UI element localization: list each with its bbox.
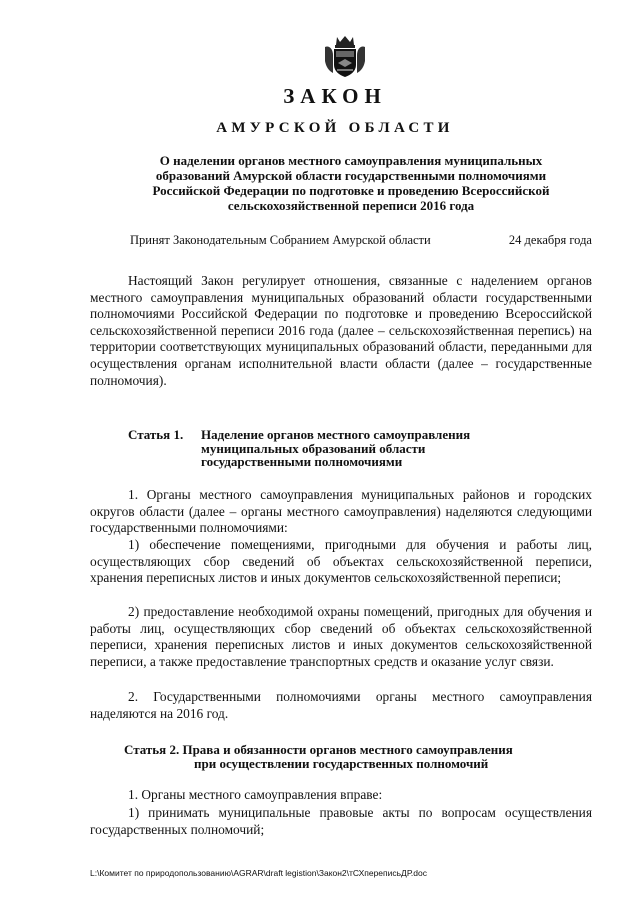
article1-title-line: государственными полномочиями bbox=[201, 454, 403, 469]
coat-of-arms-icon bbox=[323, 33, 367, 79]
article1-clause-1: 1. Органы местного самоуправления муниципальных районов и городских округов области (далее – органы местного самоуправления) наделяются следующими государственными полномочиями: bbox=[90, 487, 592, 536]
file-path-footer: L:\Комитет по природопользованию\AGRAR\draft legistion\Закон2\тСХпереписьДР.doc bbox=[90, 868, 427, 878]
article2-heading bbox=[124, 743, 513, 770]
article1-clause-1-item-2: 2) предоставление необходимой охраны помещений, пригодных для обучения и работы лиц, осуществляющих сбор сведений об объектах сельскохозяйственной переписи, хранения переписных листов и иных документов сельскохозяйственной переписи, а также предоставление транспортных средств и оказание услуг связи. bbox=[90, 604, 592, 669]
article2-clause-1: 1. Органы местного самоуправления вправе: bbox=[128, 787, 383, 802]
article1-clause-1-item-1: 1) обеспечение помещениями, пригодными для обучения и работы лиц, осуществляющих сбор сведений об объектах сельскохозяйственной переписи, хранения переписных листов и иных документов сельскохозяйственной переписи; bbox=[90, 537, 592, 586]
article1-title-line: Наделение органов местного самоуправления bbox=[201, 427, 471, 442]
adoption-date: 24 декабря года bbox=[508, 233, 592, 247]
article1-clause-2: 2. Государственными полномочиями органы местного самоуправления наделяются на 2016 год. bbox=[90, 689, 592, 721]
preamble-paragraph: Настоящий Закон регулирует отношения, связанные с наделением органов местного самоуправления муниципальных образований области государственными полномочиями Российской Федерации по подготовке и проведению Всероссийской сельскохозяйственной переписи 2016 года (далее – сельскохозяйственная перепись) на территории соответствующих муниципальных образований области, переданными для осуществления органам исполнительной власти области (далее – государственные полномочия). bbox=[90, 273, 592, 388]
region-name: АМУРСКОЙ ОБЛАСТИ bbox=[216, 120, 454, 136]
article2-title-line: при осуществлении государственных полномочий bbox=[194, 755, 489, 771]
law-name-line: сельскохозяйственной переписи 2016 года bbox=[227, 198, 475, 213]
article1-heading bbox=[128, 428, 470, 469]
article2-clause-1-item-1: 1) принимать муниципальные правовые акты по вопросам осуществления государственных полномочий; bbox=[90, 805, 592, 837]
article1-title-line: муниципальных образований области bbox=[201, 440, 426, 456]
law-name bbox=[96, 153, 606, 213]
law-name-line: Российской Федерации по подготовке и проведению Всероссийской bbox=[152, 183, 550, 198]
adoption-text: Принят Законодательным Собранием Амурской области bbox=[130, 233, 431, 247]
article2-title-line: Статья 2. Права и обязанности органов местного самоуправления bbox=[124, 742, 513, 757]
law-title: ЗАКОН bbox=[283, 84, 387, 108]
law-name-line: образований Амурской области государственными полномочиями bbox=[155, 168, 547, 183]
article1-label: Статья 1. bbox=[128, 427, 184, 442]
law-name-line: О наделении органов местного самоуправления муниципальных bbox=[159, 153, 543, 168]
